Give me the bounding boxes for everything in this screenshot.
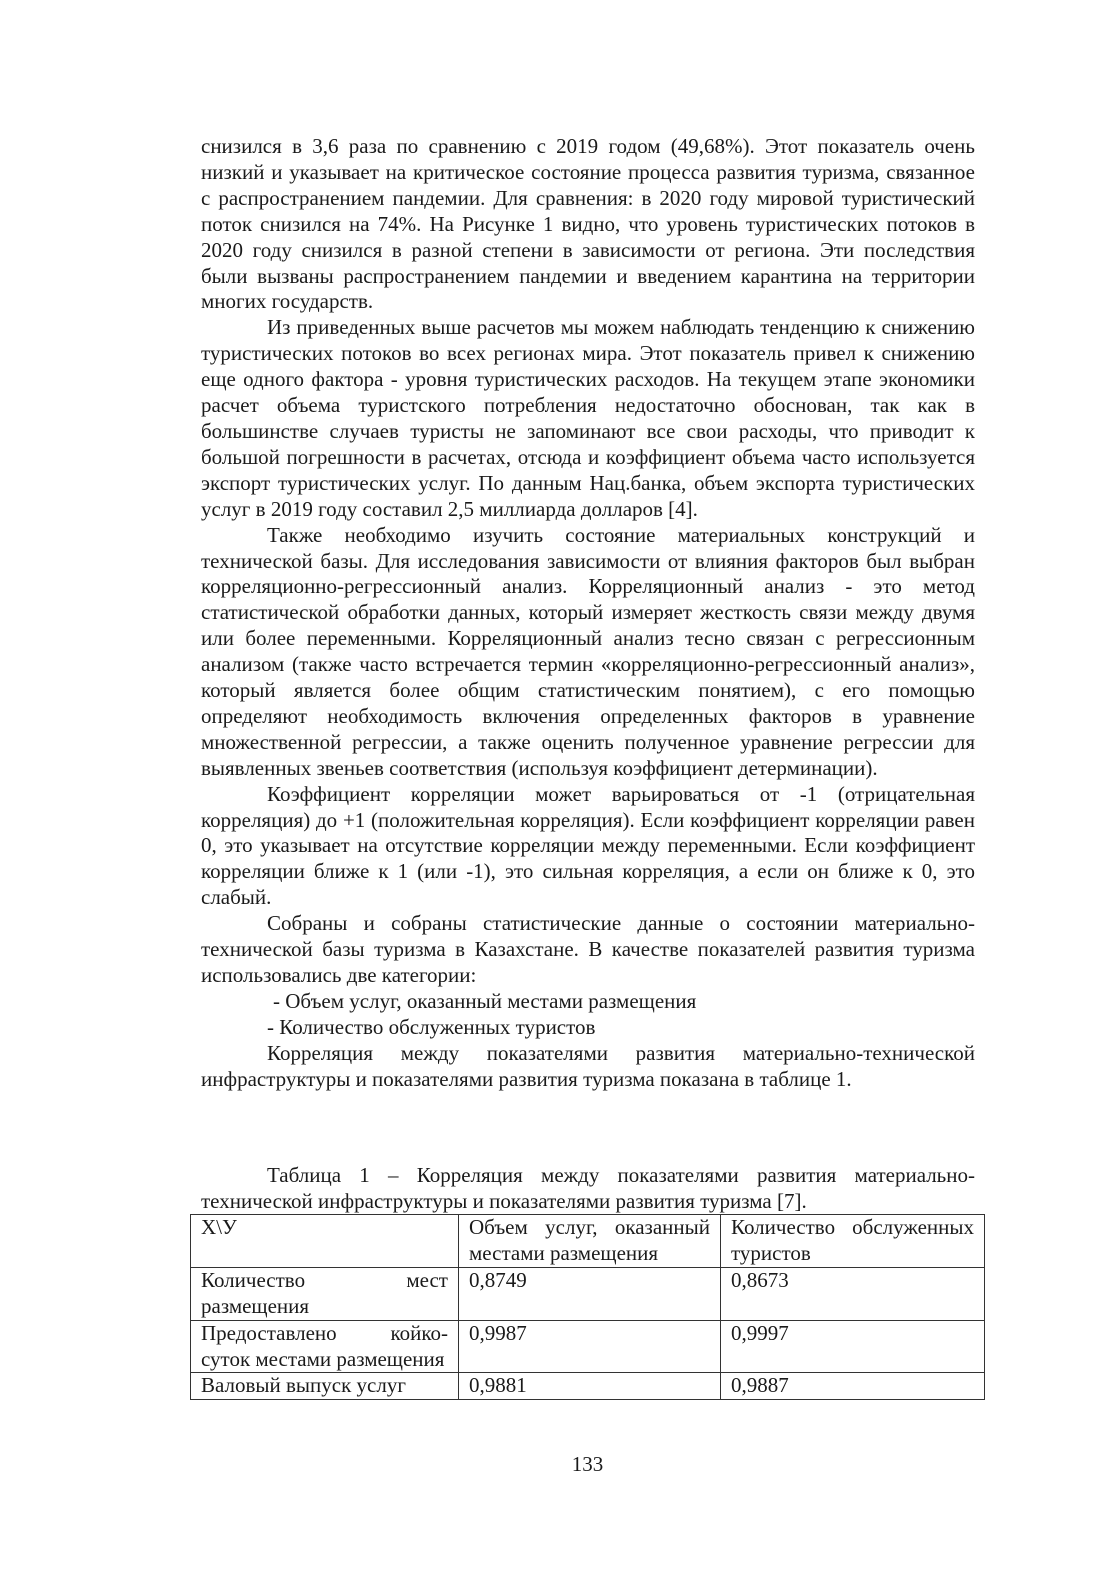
table-row-label: Валовый выпуск услуг	[191, 1373, 459, 1400]
table-cell: 0,9887	[721, 1373, 985, 1400]
table-cell: 0,9987	[459, 1320, 721, 1373]
table-row	[191, 1267, 985, 1320]
table-caption-text: Таблица 1 – Корреляция между показателями развития материально-технической инфраструктуры и показателями развития туризма [7].	[201, 1163, 975, 1213]
list-item: - Количество обслуженных туристов	[267, 1014, 596, 1039]
paragraph-5: Собраны и собраны статистические данные о состоянии материально-технической базы туризма в Казахстане. В качестве показателей развития туризма использовались две категории:	[201, 911, 975, 987]
table-header-cell: Объем услуг, оказанный местами размещения	[459, 1215, 721, 1268]
table-cell: 0,8673	[721, 1267, 985, 1320]
table-header-cell: Количество обслуженных туристов	[721, 1215, 985, 1268]
table-header-row	[191, 1215, 985, 1268]
table-header-cell: Х\У	[191, 1215, 459, 1268]
table-row-label: Предоставлено койко-суток местами размещения	[191, 1320, 459, 1373]
table-row-label: Количество мест размещения	[191, 1267, 459, 1320]
paragraph-2: Из приведенных выше расчетов мы можем наблюдать тенденцию к снижению туристических потоков во всех регионах мира. Этот показатель привел к снижению еще одного фактора - уровня туристических расходов. На текущем этапе экономики расчет объема туристского потребления недостаточно обоснован, так как в большинстве случаев туристы не запоминают все свои расходы, что приводит к большой погрешности в расчетах, отсюда и коэффициент объема часто используется экспорт туристических услуг. По данным Нац.банка, объем экспорта туристических услуг в 2019 году составил 2,5 миллиарда долларов [4].	[201, 315, 975, 521]
correlation-table	[190, 1214, 985, 1400]
paragraph-1: снизился в 3,6 раза по сравнению с 2019 годом (49,68%). Этот показатель очень низкий и указывает на критическое состояние процесса развития туризма, связанное с распространением пандемии. Для сравнения: в 2020 году мировой туристический поток снизился на 74%. На Рисунке 1 видно, что уровень туристических потоков в 2020 году снизился в разной степени в зависимости от региона. Эти последствия были вызваны распространением пандемии и введением карантина на территории многих государств.	[201, 134, 975, 314]
page-number: 133	[571, 1452, 604, 1476]
paragraph-3: Также необходимо изучить состояние материальных конструкций и технической базы. Для исследования зависимости от влияния факторов был выбран корреляционно-регрессионный анализ. Корреляционный анализ - это метод статистической обработки данных, который измеряет жесткость связи между двумя или более переменными. Корреляционный анализ тесно связан с регрессионным анализом (также часто встречается термин «корреляционно-регрессионный анализ», который является более общим статистическим понятием), с его помощью определяют необходимость включения определенных факторов в уравнение множественной регрессии, а также оценить полученное уравнение регрессии для выявленных звеньев соответствия (используя коэффициент детерминации).	[201, 522, 975, 780]
table-row	[191, 1373, 985, 1400]
body-text	[201, 134, 975, 1093]
paragraph-4: Коэффициент корреляции может варьироваться от -1 (отрицательная корреляция) до +1 (положительная корреляция). Если коэффициент корреляции равен 0, это указывает на отсутствие корреляции между переменными. Если коэффициент корреляции ближе к 1 (или -1), это сильная корреляция, а если он ближе к 0, это слабый.	[201, 781, 975, 910]
table-cell: 0,9997	[721, 1320, 985, 1373]
list-item: - Объем услуг, оказанный местами размещения	[273, 988, 697, 1013]
closing-paragraph: Корреляция между показателями развития материально-технической инфраструктуры и показателями развития туризма показана в таблице 1.	[201, 1040, 975, 1091]
table-cell: 0,9881	[459, 1373, 721, 1400]
table-caption	[201, 1163, 975, 1215]
table-row	[191, 1320, 985, 1373]
table-cell: 0,8749	[459, 1267, 721, 1320]
